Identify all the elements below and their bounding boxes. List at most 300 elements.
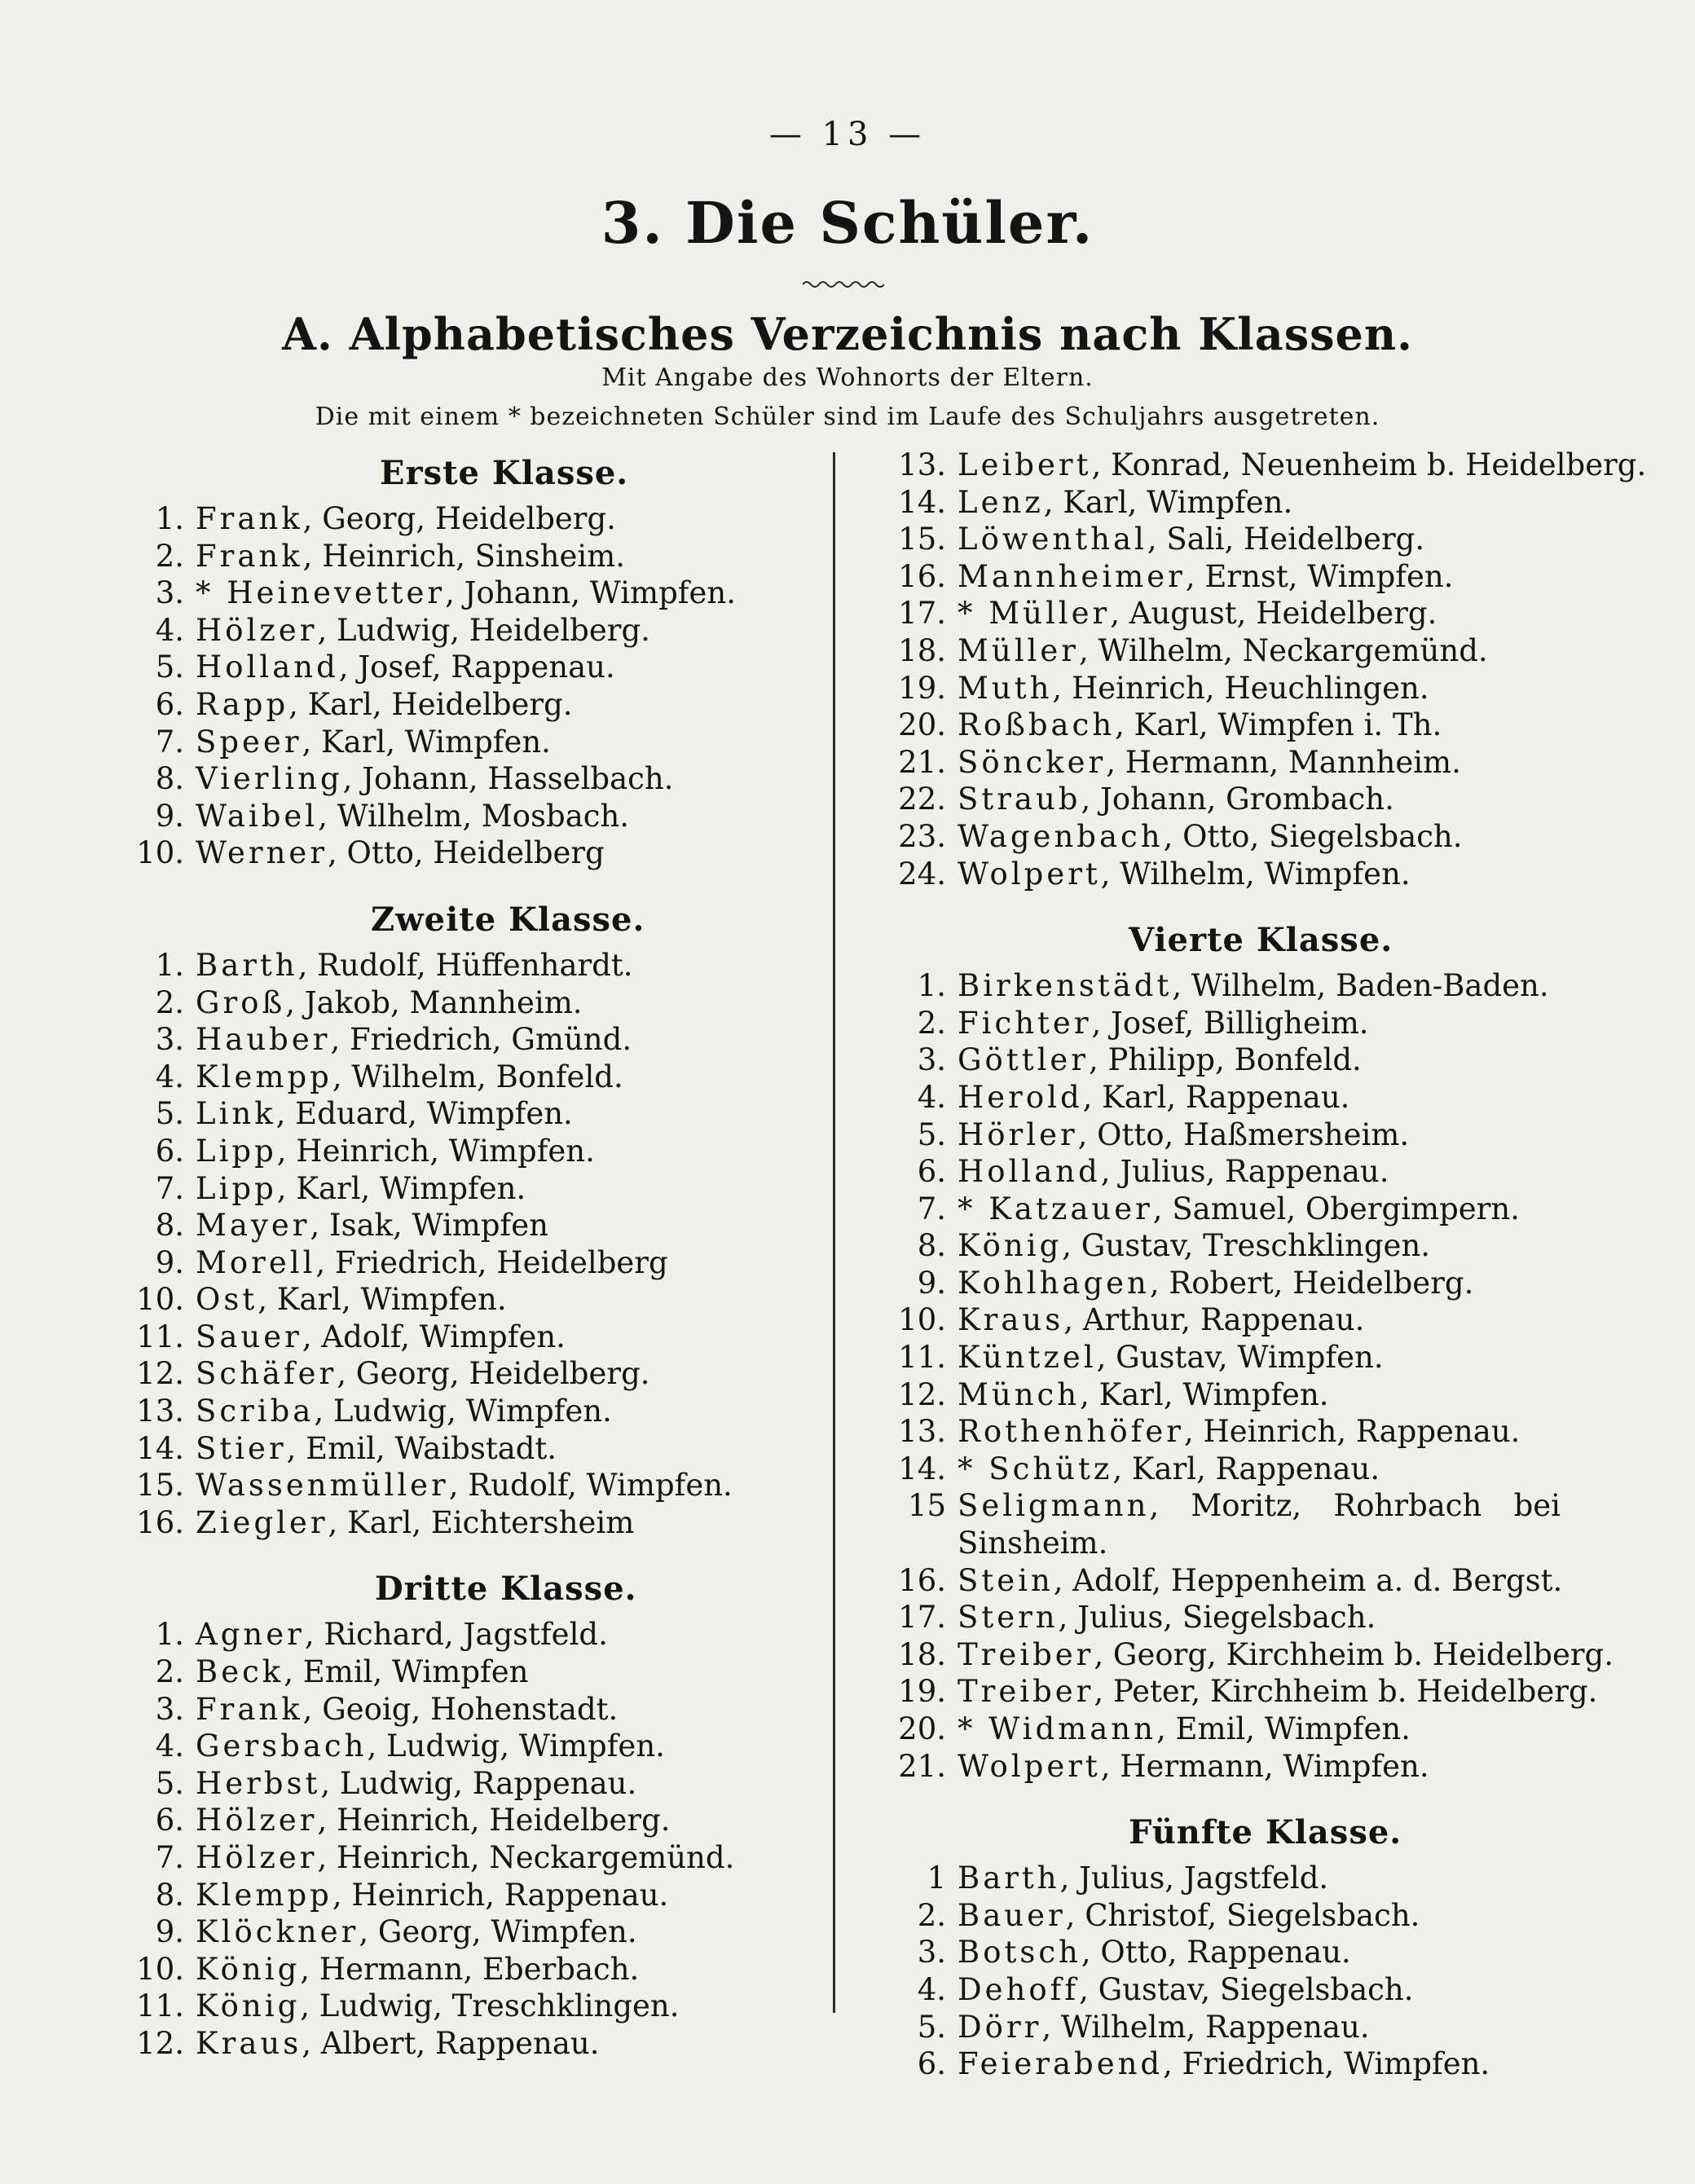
student-number: 4. xyxy=(155,1728,184,1764)
student-number: 1 xyxy=(927,1860,946,1896)
student-surname: Fichter xyxy=(958,1005,1092,1041)
student-number: 12. xyxy=(136,1356,184,1392)
student-surname: Holland xyxy=(196,649,339,685)
student-entry xyxy=(122,1988,823,2025)
student-details: , Gustav, Wimpfen. xyxy=(1096,1340,1384,1376)
student-list-zweite xyxy=(122,947,823,1542)
student-surname: Frank xyxy=(196,1691,303,1727)
student-details: , Albert, Rappenau. xyxy=(302,2025,600,2061)
student-number: 2. xyxy=(917,1005,946,1041)
student-entry xyxy=(122,1504,823,1542)
student-details: , Hermann, Mannheim. xyxy=(1106,744,1461,780)
student-number: 5. xyxy=(155,649,184,685)
student-entry xyxy=(884,1005,1561,1042)
student-entry xyxy=(122,2025,823,2063)
student-details: , Emil, Wimpfen xyxy=(284,1654,529,1690)
student-entry xyxy=(122,1059,823,1096)
student-details: , Karl, Wimpfen i. Th. xyxy=(1115,707,1442,743)
student-details: , Otto, Haßmersheim. xyxy=(1077,1116,1410,1152)
note-parents-residence: Mit Angabe des Wohnorts der Eltern. xyxy=(601,363,1094,392)
student-entry xyxy=(122,686,823,724)
student-entry xyxy=(122,1244,823,1282)
student-details: , Konrad, Neuenheim b. Heidelberg. xyxy=(1091,447,1647,482)
student-entry xyxy=(884,1041,1561,1079)
student-surname: Hauber xyxy=(196,1022,331,1058)
student-surname: Werner xyxy=(196,835,328,871)
student-details: , Ludwig, Rappenau. xyxy=(320,1765,637,1801)
student-details: , Peter, Kirchheim b. Heidelberg. xyxy=(1094,1674,1598,1710)
student-surname: Wolpert xyxy=(958,856,1101,892)
student-entry xyxy=(122,1691,823,1728)
student-number: 6. xyxy=(155,1803,184,1838)
student-details: , Ludwig, Wimpfen. xyxy=(314,1394,612,1429)
student-details: , Heinrich, Wimpfen. xyxy=(276,1133,595,1169)
student-details: , Otto, Rappenau. xyxy=(1081,1935,1351,1970)
student-surname: Treiber xyxy=(958,1674,1094,1710)
student-details: , Eduard, Wimpfen. xyxy=(275,1096,573,1132)
student-details: , Johann, Hasselbach. xyxy=(342,761,674,797)
student-number: 22. xyxy=(898,782,946,817)
student-details: , Adolf, Wimpfen. xyxy=(302,1319,566,1354)
student-entry xyxy=(122,1281,823,1319)
student-number: 13. xyxy=(898,1414,946,1450)
student-surname: Kraus xyxy=(958,1302,1064,1338)
student-number: 2. xyxy=(155,1654,184,1690)
student-entry xyxy=(122,724,823,761)
student-details: , Philipp, Bonfeld. xyxy=(1089,1042,1362,1078)
left-column xyxy=(122,447,823,2063)
student-number: 15 xyxy=(907,1488,946,1524)
student-number: 16. xyxy=(898,1562,946,1598)
student-surname: Speer xyxy=(196,724,302,760)
student-number: 10. xyxy=(136,1951,184,1987)
student-entry xyxy=(884,595,1561,632)
student-entry xyxy=(122,1133,823,1170)
student-entry xyxy=(884,1079,1561,1116)
student-number: 2. xyxy=(155,984,184,1020)
student-entry xyxy=(122,1207,823,1244)
student-surname: Feierabend xyxy=(958,2046,1164,2082)
student-surname: Waibel xyxy=(196,798,319,834)
student-details: , Rudolf, Hüffenhardt. xyxy=(297,947,633,983)
student-entry xyxy=(884,1711,1561,1748)
student-details: , Johann, Wimpfen. xyxy=(445,575,736,611)
student-surname: Hörler xyxy=(958,1116,1078,1152)
student-number: 8. xyxy=(917,1228,946,1264)
student-number: 7. xyxy=(155,724,184,760)
student-entry xyxy=(884,484,1561,522)
student-entry xyxy=(884,1971,1561,2009)
student-number: 9. xyxy=(155,798,184,834)
student-details: , Karl, Wimpfen. xyxy=(1080,1376,1329,1412)
student-number: 5. xyxy=(155,1096,184,1132)
student-surname: Rapp xyxy=(196,686,289,722)
student-number: 2. xyxy=(155,538,184,574)
student-list-erste xyxy=(122,500,823,872)
student-details: , Moritz, Rohrbach bei Sinsheim. xyxy=(958,1488,1561,1561)
student-number: 13. xyxy=(136,1394,184,1429)
student-surname: Rothenhöfer xyxy=(958,1414,1184,1450)
student-surname: Münch xyxy=(958,1376,1081,1412)
student-number: 23. xyxy=(898,818,946,854)
student-details: , Karl, Rappenau. xyxy=(1082,1079,1350,1115)
student-details: , Julius, Jagstfeld. xyxy=(1059,1860,1329,1896)
student-number: 15. xyxy=(136,1468,184,1504)
student-entry xyxy=(122,612,823,649)
student-details: , Friedrich, Wimpfen. xyxy=(1163,2046,1490,2082)
student-surname: Scriba xyxy=(196,1394,315,1429)
class-heading-fuenfte: Fünfte Klasse. xyxy=(1129,1813,1402,1852)
student-entry xyxy=(884,1116,1561,1154)
student-number: 4. xyxy=(155,612,184,648)
student-surname: Gersbach xyxy=(196,1728,368,1764)
student-surname: König xyxy=(196,1951,301,1987)
student-number: 11. xyxy=(898,1340,946,1376)
student-details: , Heinrich, Sinsheim. xyxy=(302,538,626,574)
student-details: , Ludwig, Wimpfen. xyxy=(367,1728,665,1764)
student-number: 1. xyxy=(155,501,184,536)
student-entry xyxy=(122,500,823,538)
student-entry xyxy=(122,538,823,575)
student-surname: Beck xyxy=(196,1654,284,1690)
student-entry xyxy=(884,2045,1561,2083)
page-number: — 13 — xyxy=(768,116,927,153)
right-column xyxy=(884,447,1647,2083)
student-surname: Morell xyxy=(196,1244,316,1280)
student-entry xyxy=(884,856,1561,893)
student-number: 20. xyxy=(898,707,946,743)
student-details: , Isak, Wimpfen xyxy=(310,1208,548,1244)
section-title: 3. Die Schüler. xyxy=(601,189,1094,257)
student-details: , Emil, Wimpfen. xyxy=(1156,1711,1411,1746)
student-number: 10. xyxy=(898,1302,946,1338)
class-heading-zweite: Zweite Klasse. xyxy=(371,900,645,939)
student-number: 14. xyxy=(136,1430,184,1466)
student-entry xyxy=(884,1265,1561,1302)
student-details: , Arthur, Rappenau. xyxy=(1063,1302,1365,1338)
student-number: 3. xyxy=(155,575,184,611)
student-number: 12. xyxy=(136,2025,184,2061)
student-details: , Wilhelm, Baden-Baden. xyxy=(1172,968,1549,1004)
student-number: 6. xyxy=(155,1133,184,1169)
student-entry xyxy=(884,2009,1561,2046)
student-details: , Friedrich, Gmünd. xyxy=(330,1022,632,1058)
student-entry xyxy=(884,447,1647,484)
student-details: , Hermann, Eberbach. xyxy=(300,1951,640,1987)
student-surname: Lipp xyxy=(196,1133,277,1169)
student-details: , Ernst, Wimpfen. xyxy=(1185,558,1454,594)
student-surname: Holland xyxy=(958,1154,1101,1190)
student-details: , Richard, Jagstfeld. xyxy=(304,1617,608,1653)
student-entry xyxy=(884,1153,1561,1191)
student-details: , Karl, Wimpfen. xyxy=(276,1170,526,1206)
student-number: 9. xyxy=(917,1265,946,1301)
student-number: 17. xyxy=(898,596,946,632)
student-entry xyxy=(122,798,823,835)
student-number: 17. xyxy=(898,1600,946,1636)
student-details: , Hermann, Wimpfen. xyxy=(1100,1748,1429,1784)
column-divider xyxy=(833,452,835,2013)
student-surname: Leibert xyxy=(958,447,1092,482)
student-details: , Karl, Wimpfen. xyxy=(302,724,551,760)
student-number: 19. xyxy=(898,1674,946,1710)
student-details: , Heinrich, Heuchlingen. xyxy=(1052,670,1429,706)
student-surname: König xyxy=(958,1228,1063,1264)
student-details: , Johann, Grombach. xyxy=(1081,782,1394,817)
student-surname: Straub xyxy=(958,782,1081,817)
student-details: , Ludwig, Treschklingen. xyxy=(300,1988,680,2024)
student-number: 14. xyxy=(898,1451,946,1486)
student-surname: Hölzer xyxy=(196,1803,318,1838)
student-details: , Jakob, Mannheim. xyxy=(285,984,583,1020)
student-surname: Herold xyxy=(958,1079,1083,1115)
student-surname: * Schütz xyxy=(958,1451,1113,1486)
student-number: 10. xyxy=(136,1282,184,1318)
student-entry xyxy=(884,1413,1561,1451)
student-entry xyxy=(122,649,823,686)
student-surname: Frank xyxy=(196,538,303,574)
student-entry xyxy=(884,967,1561,1005)
student-entry xyxy=(884,632,1561,670)
student-list-dritte-part1 xyxy=(122,1616,823,2062)
student-entry xyxy=(884,1339,1561,1376)
student-number: 7. xyxy=(917,1191,946,1226)
student-surname: Küntzel xyxy=(958,1340,1097,1376)
student-list-vierte xyxy=(884,967,1614,1785)
student-number: 1. xyxy=(917,968,946,1004)
student-number: 16. xyxy=(136,1504,184,1540)
student-number: 19. xyxy=(898,670,946,706)
student-details: , Wilhelm, Neckargemünd. xyxy=(1078,632,1488,668)
student-details: , August, Heidelberg. xyxy=(1110,596,1437,632)
student-number: 16. xyxy=(898,558,946,594)
student-entry xyxy=(884,1227,1561,1265)
student-details: , Josef, Billigheim. xyxy=(1091,1005,1369,1041)
student-number: 4. xyxy=(155,1059,184,1094)
student-details: , Otto, Heidelberg xyxy=(328,835,605,871)
class-heading-erste: Erste Klasse. xyxy=(380,454,629,492)
student-details: , Heinrich, Heidelberg. xyxy=(317,1803,671,1838)
student-surname: Vierling xyxy=(196,761,343,797)
student-entry xyxy=(884,818,1561,856)
student-entry xyxy=(884,558,1561,596)
student-details: , Rudolf, Wimpfen. xyxy=(448,1468,733,1504)
student-surname: Barth xyxy=(196,947,298,983)
student-surname: Wolpert xyxy=(958,1748,1101,1784)
student-details: , Wilhelm, Wimpfen. xyxy=(1100,856,1411,892)
student-number: 24. xyxy=(898,856,946,892)
student-surname: * Heinevetter xyxy=(196,575,446,611)
student-surname: Stier xyxy=(196,1430,287,1466)
student-details: , Wilhelm, Rappenau. xyxy=(1041,2009,1370,2045)
student-entry xyxy=(122,1951,823,1988)
student-entry xyxy=(122,1877,823,1914)
ornament-squiggle xyxy=(803,279,884,290)
student-number: 3. xyxy=(917,1042,946,1078)
student-entry xyxy=(122,760,823,798)
student-number: 7. xyxy=(155,1170,184,1206)
student-number: 15. xyxy=(898,522,946,557)
student-number: 21. xyxy=(898,1748,946,1784)
student-entry xyxy=(884,1897,1561,1935)
student-surname: Müller xyxy=(958,632,1079,668)
student-entry xyxy=(122,1653,823,1691)
student-entry xyxy=(884,1376,1561,1414)
student-entry xyxy=(884,521,1561,558)
student-details: , Sali, Heidelberg. xyxy=(1147,522,1425,557)
student-number: 18. xyxy=(898,632,946,668)
student-number: 11. xyxy=(136,1319,184,1354)
student-surname: König xyxy=(196,1988,301,2024)
student-surname: Lipp xyxy=(196,1170,277,1206)
student-surname: Muth xyxy=(958,670,1053,706)
student-details: , Samuel, Obergimpern. xyxy=(1152,1191,1520,1226)
student-details: , Karl, Eichtersheim xyxy=(328,1504,635,1540)
student-surname: Birkenstädt xyxy=(958,968,1173,1004)
student-surname: * Widmann xyxy=(958,1711,1156,1746)
student-surname: Botsch xyxy=(958,1935,1081,1970)
student-surname: Bauer xyxy=(958,1897,1066,1933)
student-surname: Klempp xyxy=(196,1059,332,1094)
student-surname: Lenz xyxy=(958,484,1044,520)
student-entry xyxy=(884,1451,1561,1488)
student-surname: Link xyxy=(196,1096,276,1132)
student-number: 3. xyxy=(155,1022,184,1058)
student-entry xyxy=(122,1913,823,1951)
student-details: , Wilhelm, Mosbach. xyxy=(318,798,630,834)
student-surname: Söncker xyxy=(958,744,1107,780)
student-entry xyxy=(122,1765,823,1803)
student-entry xyxy=(122,984,823,1022)
student-entry xyxy=(122,1170,823,1208)
student-details: , Heinrich, Rappenau. xyxy=(332,1877,669,1913)
student-number: 2. xyxy=(917,1897,946,1933)
student-entry xyxy=(884,1562,1561,1600)
student-details: , Heinrich, Rappenau. xyxy=(1183,1414,1521,1450)
student-number: 9. xyxy=(155,1244,184,1280)
student-number: 4. xyxy=(917,1971,946,2007)
student-surname: Klöckner xyxy=(196,1914,359,1950)
student-surname: Dehoff xyxy=(958,1971,1080,2007)
subsection-title: A. Alphabetisches Verzeichnis nach Klassen. xyxy=(282,308,1413,360)
student-number: 7. xyxy=(155,1840,184,1875)
student-entry xyxy=(884,1673,1598,1711)
student-entry xyxy=(122,1802,823,1839)
student-entry xyxy=(884,1599,1561,1636)
student-number: 6. xyxy=(917,1154,946,1190)
student-details: , Karl, Wimpfen. xyxy=(258,1282,507,1318)
student-number: 21. xyxy=(898,744,946,780)
student-details: , Friedrich, Heidelberg xyxy=(315,1244,668,1280)
student-entry xyxy=(122,1430,823,1468)
student-surname: Göttler xyxy=(958,1042,1089,1078)
student-surname: Hölzer xyxy=(196,612,318,648)
student-details: , Georg, Heidelberg. xyxy=(337,1356,650,1392)
student-surname: * Katzauer xyxy=(958,1191,1153,1226)
student-surname: Dörr xyxy=(958,2009,1042,2045)
student-entry xyxy=(122,1467,823,1504)
student-entry xyxy=(884,1860,1561,1897)
student-number: 13. xyxy=(898,447,946,482)
student-entry xyxy=(884,707,1561,744)
student-details: , Karl, Wimpfen. xyxy=(1043,484,1293,520)
student-details: , Wilhelm, Bonfeld. xyxy=(332,1059,623,1094)
student-entry xyxy=(884,1301,1561,1339)
student-number: 1. xyxy=(155,1617,184,1653)
student-details: , Julius, Siegelsbach. xyxy=(1058,1600,1376,1636)
student-entry xyxy=(884,1748,1561,1786)
student-surname: Kraus xyxy=(196,2025,302,2061)
student-details: , Heinrich, Neckargemünd. xyxy=(317,1840,735,1875)
student-entry xyxy=(122,1839,823,1877)
student-number: 5. xyxy=(917,2009,946,2045)
student-details: , Robert, Heidelberg. xyxy=(1149,1265,1474,1301)
student-surname: Treiber xyxy=(958,1636,1094,1672)
student-details: , Karl, Rappenau. xyxy=(1112,1451,1380,1486)
student-surname: Schäfer xyxy=(196,1356,337,1392)
student-entry xyxy=(122,1021,823,1059)
student-number: 20. xyxy=(898,1711,946,1746)
student-entry xyxy=(884,1934,1561,1971)
student-number: 9. xyxy=(155,1914,184,1950)
student-details: , Georg, Wimpfen. xyxy=(359,1914,637,1950)
student-surname: Seligmann xyxy=(958,1488,1150,1524)
student-surname: Herbst xyxy=(196,1765,321,1801)
student-surname: Agner xyxy=(196,1617,305,1653)
student-surname: Klempp xyxy=(196,1877,332,1913)
student-details: , Christof, Siegelsbach. xyxy=(1065,1897,1420,1933)
student-entry xyxy=(884,1636,1614,1674)
student-details: , Gustav, Siegelsbach. xyxy=(1079,1971,1414,2007)
student-entry xyxy=(884,1191,1561,1228)
student-number: 10. xyxy=(136,835,184,871)
student-surname: Groß xyxy=(196,984,286,1020)
student-entry xyxy=(884,744,1561,782)
student-details: , Emil, Waibstadt. xyxy=(286,1430,557,1466)
student-number: 1. xyxy=(155,947,184,983)
student-surname: * Müller xyxy=(958,596,1111,632)
student-surname: Stein xyxy=(958,1562,1054,1598)
student-entry xyxy=(884,781,1561,818)
class-heading-vierte: Vierte Klasse. xyxy=(1129,921,1393,960)
student-number: 4. xyxy=(917,1079,946,1115)
student-entry xyxy=(122,1095,823,1133)
student-number: 18. xyxy=(898,1636,946,1672)
student-entry xyxy=(122,575,823,612)
student-entry xyxy=(884,1487,1561,1561)
student-surname: Wassenmüller xyxy=(196,1468,449,1504)
student-number: 8. xyxy=(155,1208,184,1244)
student-details: , Adolf, Heppenheim a. d. Bergst. xyxy=(1053,1562,1563,1598)
student-list-fuenfte xyxy=(884,1860,1561,2083)
student-number: 6. xyxy=(155,686,184,722)
student-surname: Ziegler xyxy=(196,1504,328,1540)
student-surname: Ost xyxy=(196,1282,258,1318)
student-entry xyxy=(122,834,823,872)
student-entry xyxy=(122,1319,823,1356)
student-details: , Julius, Rappenau. xyxy=(1100,1154,1389,1190)
student-number: 6. xyxy=(917,2046,946,2082)
student-surname: Stern xyxy=(958,1600,1059,1636)
student-surname: Barth xyxy=(958,1860,1060,1896)
student-surname: Mayer xyxy=(196,1208,310,1244)
student-number: 8. xyxy=(155,1877,184,1913)
student-entry xyxy=(884,670,1561,707)
student-details: , Gustav, Treschklingen. xyxy=(1062,1228,1431,1264)
student-list-dritte-part2 xyxy=(884,447,1647,892)
student-entry xyxy=(122,1355,823,1393)
student-number: 14. xyxy=(898,484,946,520)
